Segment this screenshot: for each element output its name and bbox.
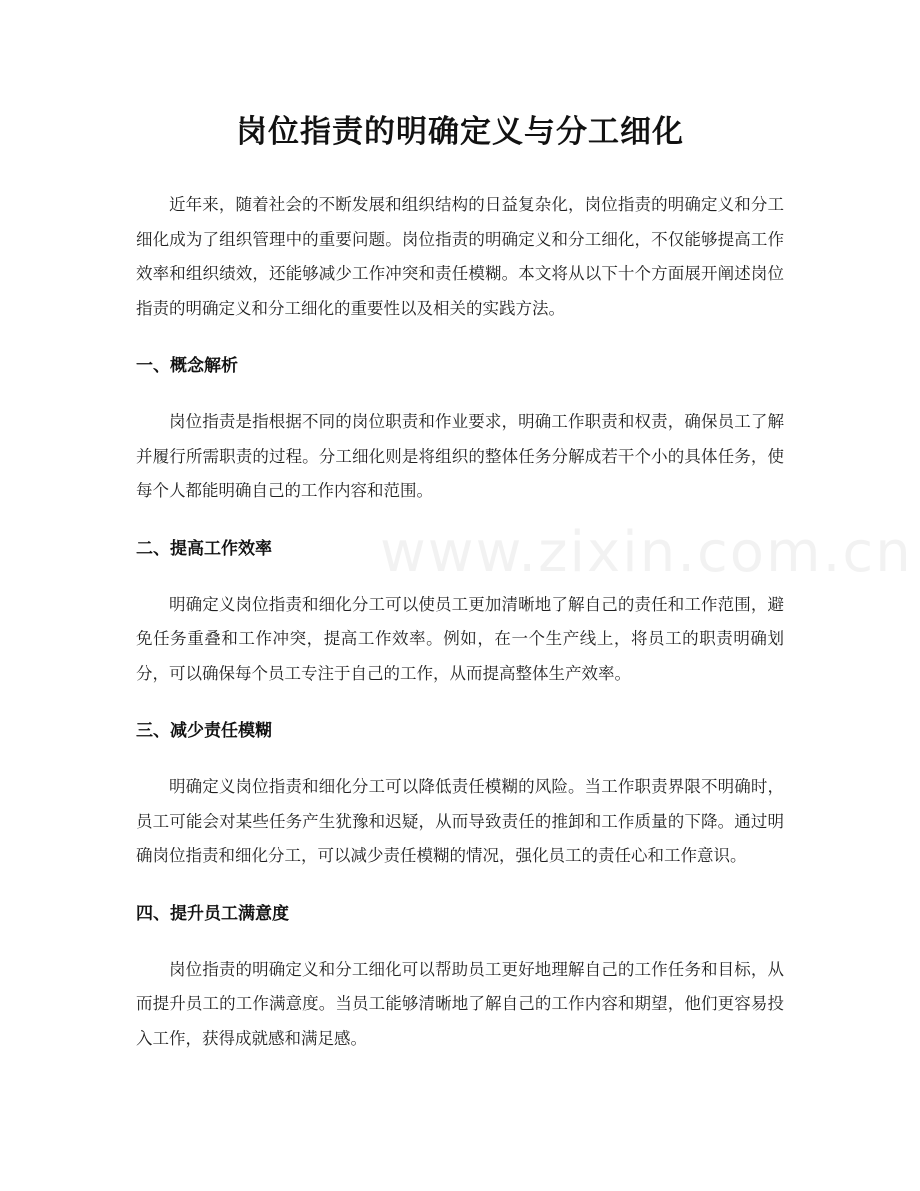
- watermark: www.zixin.com.cn: [380, 520, 913, 585]
- section-paragraph: 明确定义岗位指责和细化分工可以使员工更加清晰地了解自己的责任和工作范围，避免任务重叠和工作冲突，提高工作效率。例如，在一个生产线上，将员工的职责明确划分，可以确保每个员工专注于自己的工作，从而提高整体生产效率。: [136, 594, 784, 683]
- section-1: [136, 349, 784, 509]
- section-heading: 一、概念解析: [136, 356, 238, 376]
- intro-paragraph: 近年来，随着社会的不断发展和组织结构的日益复杂化，岗位指责的明确定义和分工细化成为了组织管理中的重要问题。岗位指责的明确定义和分工细化，不仅能够提高工作效率和组织绩效，还能够减少工作冲突和责任模糊。本文将从以下十个方面展开阐述岗位指责的明确定义和分工细化的重要性以及相关的实践方法。: [136, 195, 784, 318]
- section-heading: 二、提高工作效率: [136, 538, 272, 559]
- section-4: [136, 897, 784, 1057]
- section-3: [136, 714, 784, 874]
- section-heading: 三、减少责任模糊: [136, 721, 272, 741]
- section-heading: 四、提升员工满意度: [136, 903, 289, 924]
- section-paragraph: 岗位指责是指根据不同的岗位职责和作业要求，明确工作职责和权责，确保员工了解并履行所需职责的过程。分工细化则是将组织的整体任务分解成若干个小的具体任务，使每个人都能明确自己的工作内容和范围。: [136, 412, 784, 500]
- document-title: 岗位指责的明确定义与分工细化: [236, 114, 684, 150]
- section-paragraph: 岗位指责的明确定义和分工细化可以帮助员工更好地理解自己的工作任务和目标，从而提升员工的工作满意度。当员工能够清晰地了解自己的工作内容和期望，他们更容易投入工作，获得成就感和满足感。: [136, 959, 784, 1048]
- section-paragraph: 明确定义岗位指责和细化分工可以降低责任模糊的风险。当工作职责界限不明确时，员工可能会对某些任务产生犹豫和迟疑，从而导致责任的推卸和工作质量的下降。通过明确岗位指责和细化分工，可以减少责任模糊的情况，强化员工的责任心和工作意识。: [136, 777, 784, 865]
- section-2: [136, 532, 784, 692]
